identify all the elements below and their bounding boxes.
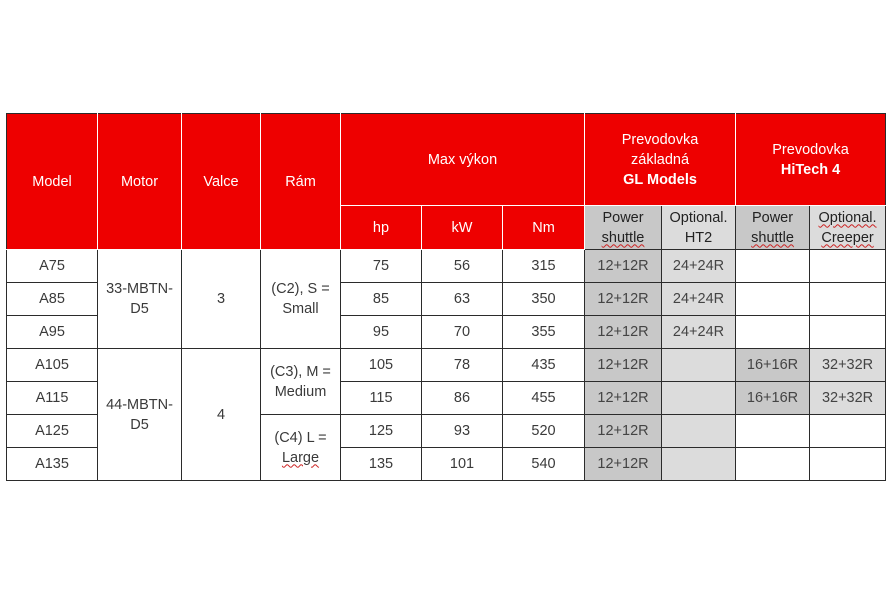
header-ht-optional [810, 206, 886, 250]
cell-gl-power-shuttle: 12+12R [585, 250, 662, 283]
cell-ht-power-shuttle [736, 316, 810, 349]
cell-nm: 455 [503, 382, 585, 415]
cell-valce: 3 [182, 250, 261, 349]
header-nm: Nm [503, 206, 585, 250]
motor-text: D5 [130, 416, 149, 433]
cell-model: A75 [7, 250, 98, 283]
header-model: Model [7, 114, 98, 250]
cell-kw: 86 [422, 382, 503, 415]
ht-line2: HiTech 4 [780, 161, 841, 178]
gl-line2: základná [631, 151, 690, 168]
cell-gl-optional: 24+24R [662, 283, 736, 316]
cell-model: A95 [7, 316, 98, 349]
ram-text: Small [282, 301, 319, 317]
cell-gl-optional: 24+24R [662, 316, 736, 349]
header-gl-optional [662, 206, 736, 250]
cell-nm: 355 [503, 316, 585, 349]
ht-power-1: Power [751, 209, 794, 226]
cell-motor [98, 250, 182, 349]
cell-gl-optional [662, 415, 736, 448]
cell-ht-power-shuttle: 16+16R [736, 382, 810, 415]
cell-model: A115 [7, 382, 98, 415]
cell-nm: 520 [503, 415, 585, 448]
cell-hp: 125 [341, 415, 422, 448]
cell-nm: 540 [503, 448, 585, 481]
cell-kw: 78 [422, 349, 503, 382]
cell-ht-optional [810, 448, 886, 481]
gl-opt-1: Optional. [669, 209, 728, 226]
header-ram: Rám [261, 114, 341, 250]
ram-text: Large [281, 449, 320, 466]
cell-ht-power-shuttle: 16+16R [736, 349, 810, 382]
cell-gl-optional: 24+24R [662, 250, 736, 283]
cell-gl-power-shuttle: 12+12R [585, 448, 662, 481]
cell-hp: 75 [341, 250, 422, 283]
motor-text: D5 [130, 301, 149, 317]
cell-gl-optional [662, 382, 736, 415]
cell-ht-power-shuttle [736, 283, 810, 316]
cell-ht-optional [810, 316, 886, 349]
cell-kw: 70 [422, 316, 503, 349]
header-hp: hp [341, 206, 422, 250]
cell-model: A135 [7, 448, 98, 481]
cell-gl-optional [662, 448, 736, 481]
cell-motor [98, 349, 182, 481]
cell-valce: 4 [182, 349, 261, 481]
gl-power-1: Power [602, 209, 644, 226]
cell-ht-power-shuttle [736, 415, 810, 448]
cell-kw: 56 [422, 250, 503, 283]
cell-ht-optional [810, 283, 886, 316]
cell-ram [261, 349, 341, 415]
cell-ht-optional [810, 415, 886, 448]
gl-line1: Prevodovka [621, 131, 699, 148]
cell-ram [261, 250, 341, 349]
cell-nm: 350 [503, 283, 585, 316]
cell-kw: 101 [422, 448, 503, 481]
tractor-spec-table [6, 113, 886, 481]
cell-model: A105 [7, 349, 98, 382]
cell-hp: 85 [341, 283, 422, 316]
cell-nm: 435 [503, 349, 585, 382]
cell-gl-power-shuttle: 12+12R [585, 415, 662, 448]
cell-hp: 135 [341, 448, 422, 481]
header-gl-transmission [585, 114, 736, 206]
gl-power-2: shuttle [601, 229, 645, 246]
cell-ht-power-shuttle [736, 448, 810, 481]
cell-gl-optional [662, 349, 736, 382]
header-gl-power-shuttle [585, 206, 662, 250]
header-max-vykon: Max výkon [341, 114, 585, 206]
header-hitech-transmission [736, 114, 886, 206]
cell-gl-power-shuttle: 12+12R [585, 283, 662, 316]
gl-line3: GL Models [623, 171, 697, 188]
header-kw: kW [422, 206, 503, 250]
gl-opt-2: HT2 [684, 229, 713, 246]
cell-ht-optional: 32+32R [810, 349, 886, 382]
cell-nm: 315 [503, 250, 585, 283]
cell-model: A125 [7, 415, 98, 448]
header-valce: Valce [182, 114, 261, 250]
header-ht-power-shuttle [736, 206, 810, 250]
ram-text: Medium [274, 383, 327, 400]
cell-gl-power-shuttle: 12+12R [585, 349, 662, 382]
header-motor: Motor [98, 114, 182, 250]
ht-power-2: shuttle [751, 229, 794, 246]
ht-opt-2: Creeper [821, 229, 874, 246]
ht-line1: Prevodovka [772, 141, 849, 158]
cell-ht-optional: 32+32R [810, 382, 886, 415]
ram-text: (C3), M = [270, 363, 331, 380]
ram-text: (C2), S = [271, 281, 330, 297]
cell-gl-power-shuttle: 12+12R [585, 316, 662, 349]
cell-kw: 93 [422, 415, 503, 448]
cell-hp: 105 [341, 349, 422, 382]
cell-model: A85 [7, 283, 98, 316]
motor-text: 44-MBTN- [106, 396, 173, 413]
cell-hp: 95 [341, 316, 422, 349]
cell-ram [261, 415, 341, 481]
ht-opt-1: Optional. [818, 209, 877, 226]
cell-kw: 63 [422, 283, 503, 316]
cell-ht-power-shuttle [736, 250, 810, 283]
cell-hp: 115 [341, 382, 422, 415]
cell-gl-power-shuttle: 12+12R [585, 382, 662, 415]
ram-text: (C4) L = [274, 429, 327, 446]
motor-text: 33-MBTN- [106, 281, 173, 297]
cell-ht-optional [810, 250, 886, 283]
